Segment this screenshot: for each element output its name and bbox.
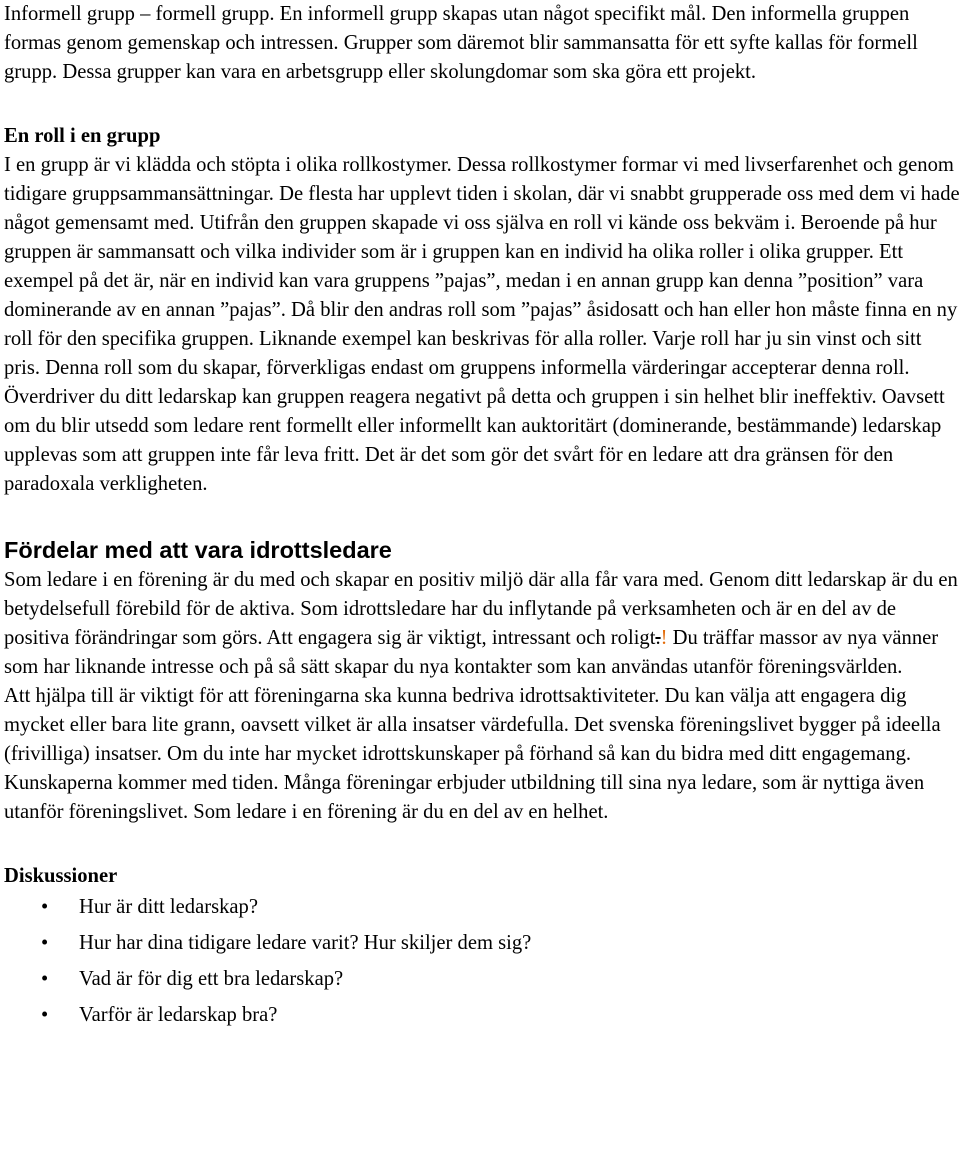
list-item-text: Hur har dina tidigare ledare varit? Hur skiljer dem sig?	[79, 932, 532, 954]
fordelar-paragraph-2: Att hjälpa till är viktigt för att föreningarna ska kunna bedriva idrottsaktiviteter. Du kan välja att engagera dig mycket eller bara lite grann, oavsett vilket är alla insatser värdefulla. Det svenska föreningslivet bygger på ideella (frivilliga) insatser. Om du inte har mycket idrottskunskaper på förhand så kan du bidra med ditt engagemang. Kunskaperna kommer med tiden. Många föreningar erbjuder utbildning till sina nya ledare, som är nyttiga även utanför föreningslivet. Som ledare i en förening är du en del av en helhet.	[4, 685, 941, 823]
bullet-icon: •	[41, 932, 49, 954]
section-heading-fordelar: Fördelar med att vara idrottsledare	[4, 537, 392, 563]
list-item	[4, 965, 960, 994]
discussion-list	[4, 893, 960, 1030]
list-item	[4, 893, 960, 922]
section-heading-roll: En roll i en grupp	[4, 125, 161, 147]
document-page	[4, 0, 960, 1037]
deleted-text: .	[655, 627, 661, 649]
fordelar-paragraph-1-start: Som ledare i en förening är du med och skapar en positiv miljö där alla får vara med. Genom ditt ledarskap är du en betydelsefull förebild för de aktiva. Som idrottsledare har du inflytande på verksamheten och är en del av de positiva förändringar som görs. Att engagera sig är viktigt, intressant och roligt	[4, 569, 958, 649]
intro-paragraph: Informell grupp – formell grupp. En informell grupp skapas utan något specifikt mål. Den informella gruppen formas genom gemenskap och intressen. Grupper som däremot blir sammansatta för ett syfte kallas för formell grupp. Dessa grupper kan vara en arbetsgrupp eller skolungdomar som ska göra ett projekt.	[4, 3, 918, 83]
list-item-text: Varför är ledarskap bra?	[79, 1004, 278, 1026]
list-item	[4, 929, 960, 958]
inserted-text: !	[660, 627, 668, 649]
fordelar-paragraph-1-end: Du träffar massor av nya vänner som har liknande intresse och på så sätt skapar du nya kontakter som kan användas utanför föreningsvärlden.	[4, 627, 939, 678]
list-item-text: Hur är ditt ledarskap?	[79, 896, 258, 918]
list-item-text: Vad är för dig ett bra ledarskap?	[79, 968, 344, 990]
roll-paragraph: I en grupp är vi klädda och stöpta i olika rollkostymer. Dessa rollkostymer formar vi med livserfarenhet och genom tidigare gruppsammansättningar. De flesta har upplevt tiden i skolan, där vi snabbt grupperade oss med dem vi hade något gemensamt med. Utifrån den gruppen skapade vi oss själva en roll vi kände oss bekväm i. Beroende på hur gruppen är sammansatt och vilka individer som är i gruppen kan en individ ha olika roller i olika grupper. Ett exempel på det är, när en individ kan vara gruppens ”pajas”, medan i en annan grupp kan denna ”position” vara dominerande av en annan ”pajas”. Då blir den andras roll som ”pajas” åsidosatt och han eller hon måste finna en ny roll för den specifika gruppen. Liknande exempel kan beskrivas för alla roller. Varje roll har ju sin vinst och sitt pris. Denna roll som du skapar, förverkligas endast om gruppens informella värderingar accepterar denna roll. Överdriver du ditt ledarskap kan gruppen reagera negativt på detta och gruppen i sin helhet blir ineffektiv. Oavsett om du blir utsedd som ledare rent formellt eller informellt kan auktoritärt (dominerande, bestämmande) ledarskap upplevas som att gruppen inte får leva fritt. Det är det som gör det svårt för en ledare att dra gränsen för den paradoxala verkligheten.	[4, 154, 960, 495]
bullet-icon: •	[41, 968, 49, 990]
fordelar-paragraph-1	[4, 566, 960, 682]
bullet-icon: •	[41, 1004, 49, 1026]
list-item	[4, 1001, 960, 1030]
section-heading-diskussioner: Diskussioner	[4, 865, 118, 887]
bullet-icon: •	[41, 896, 49, 918]
